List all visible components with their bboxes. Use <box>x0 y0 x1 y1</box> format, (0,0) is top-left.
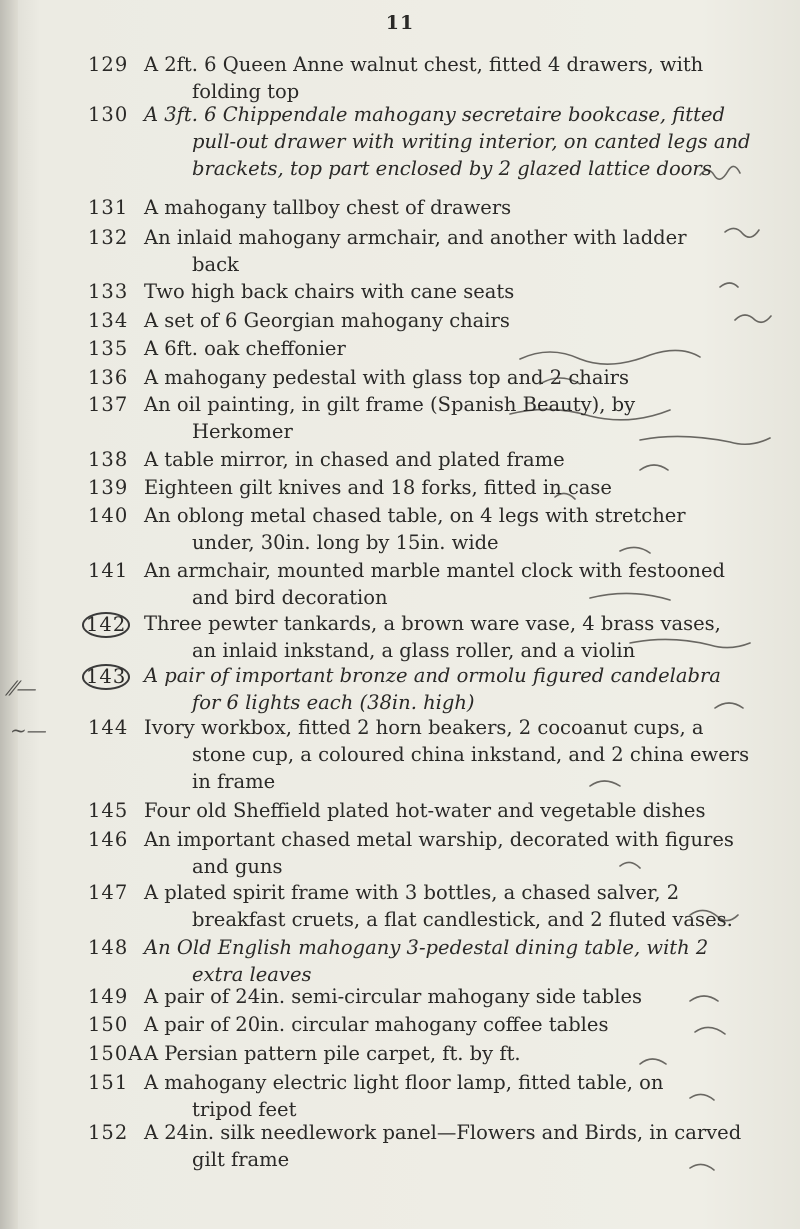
lot-description-line: extra leaves <box>192 963 312 986</box>
lot-number: 133 <box>88 280 129 303</box>
lot-number <box>88 612 132 638</box>
lot-number: 147 <box>88 881 129 904</box>
lot-number <box>88 664 132 690</box>
lot-description-line: A 2ft. 6 Queen Anne walnut chest, fitted 4 drawers, with <box>144 53 704 76</box>
lot-number: 152 <box>88 1121 129 1144</box>
lot-number: 146 <box>88 828 129 851</box>
lot-description-line: Four old Sheffield plated hot-water and vegetable dishes <box>144 799 706 822</box>
lot-description-line: Two high back chairs with cane seats <box>144 280 515 303</box>
lot-description-line: An Old English mahogany 3-pedestal dining table, with 2 <box>144 936 709 959</box>
lot-description-line: an inlaid inkstand, a glass roller, and a violin <box>192 639 636 662</box>
lot-description-line: A 24in. silk needlework panel—Flowers and Birds, in carved <box>144 1121 742 1144</box>
lot-description-line: An oil painting, in gilt frame (Spanish Beauty), by <box>144 393 636 416</box>
lot-number: 130 <box>88 103 129 126</box>
lot-description-line: Ivory workbox, fitted 2 horn beakers, 2 cocoanut cups, a <box>144 716 704 739</box>
margin-handwriting: ~— <box>10 718 47 742</box>
lot-number: 150 <box>88 1013 129 1036</box>
lot-description-line: A plated spirit frame with 3 bottles, a chased salver, 2 <box>144 881 680 904</box>
lot-number: 151 <box>88 1071 129 1094</box>
lot-description-line: brackets, top part enclosed by 2 glazed lattice doors <box>192 157 712 180</box>
lot-description-line: for 6 lights each (38in. high) <box>192 691 475 714</box>
lot-description-line: An armchair, mounted marble mantel clock with festooned <box>144 559 726 582</box>
lot-description-line: An important chased metal warship, decorated with figures <box>144 828 734 851</box>
lot-description-line: A pair of 20in. circular mahogany coffee tables <box>144 1013 609 1036</box>
lot-description-line: stone cup, a coloured china inkstand, and 2 china ewers <box>192 743 750 766</box>
lot-number: 149 <box>88 985 129 1008</box>
lot-description-line: A Persian pattern pile carpet, ft. by ft. <box>144 1042 521 1065</box>
lot-description-line: gilt frame <box>192 1148 290 1171</box>
lot-description-line: Herkomer <box>192 420 293 443</box>
lot-number: 140 <box>88 504 129 527</box>
lot-number: 132 <box>88 226 129 249</box>
lot-description-line: A mahogany electric light floor lamp, fitted table, on <box>144 1071 664 1094</box>
lot-number: 145 <box>88 799 129 822</box>
lot-description-line: A pair of 24in. semi-circular mahogany side tables <box>144 985 643 1008</box>
lot-number: 137 <box>88 393 129 416</box>
lot-description-line: Three pewter tankards, a brown ware vase, 4 brass vases, <box>144 612 721 635</box>
lot-number: 138 <box>88 448 129 471</box>
lot-number: 135 <box>88 337 129 360</box>
lot-description-line: A 6ft. oak cheffonier <box>144 337 346 360</box>
lot-description-line: A 3ft. 6 Chippendale mahogany secretaire bookcase, fitted <box>144 103 725 126</box>
lot-description-line: under, 30in. long by 15in. wide <box>192 531 499 554</box>
lot-description-line: back <box>192 253 239 276</box>
lot-description-line: An oblong metal chased table, on 4 legs with stretcher <box>144 504 686 527</box>
lot-number: 131 <box>88 196 129 219</box>
lot-description-line: A mahogany pedestal with glass top and 2 chairs <box>144 366 630 389</box>
lot-description-line: A table mirror, in chased and plated frame <box>144 448 565 471</box>
lot-number: 136 <box>88 366 129 389</box>
page-number: 11 <box>385 12 415 34</box>
lot-number: 129 <box>88 53 129 76</box>
lot-description-line: folding top <box>192 80 300 103</box>
lot-number: 148 <box>88 936 129 959</box>
lot-description-line: pull-out drawer with writing interior, on canted legs and <box>192 130 751 153</box>
circled-lot-number: 143 <box>82 664 130 690</box>
lot-description-line: tripod feet <box>192 1098 297 1121</box>
margin-handwriting: ⁄⁄— <box>10 676 37 700</box>
circled-lot-number: 142 <box>82 612 130 638</box>
lot-description-line: breakfast cruets, a flat candlestick, and 2 fluted vases. <box>192 908 733 931</box>
lot-description-line: An inlaid mahogany armchair, and another with ladder <box>144 226 687 249</box>
lot-number: 134 <box>88 309 129 332</box>
page-edge-shadow <box>0 0 18 1229</box>
lot-description-line: and guns <box>192 855 283 878</box>
lot-description-line: Eighteen gilt knives and 18 forks, fitted in case <box>144 476 612 499</box>
lot-number: 144 <box>88 716 129 739</box>
lot-description-line: and bird decoration <box>192 586 388 609</box>
lot-description-line: A pair of important bronze and ormolu figured candelabra <box>144 664 721 687</box>
lot-description-line: A mahogany tallboy chest of drawers <box>144 196 512 219</box>
lot-description-line: A set of 6 Georgian mahogany chairs <box>144 309 510 332</box>
lot-number: 139 <box>88 476 129 499</box>
lot-number: 141 <box>88 559 129 582</box>
lot-number: 150A <box>88 1042 144 1065</box>
lot-description-line: in frame <box>192 770 276 793</box>
